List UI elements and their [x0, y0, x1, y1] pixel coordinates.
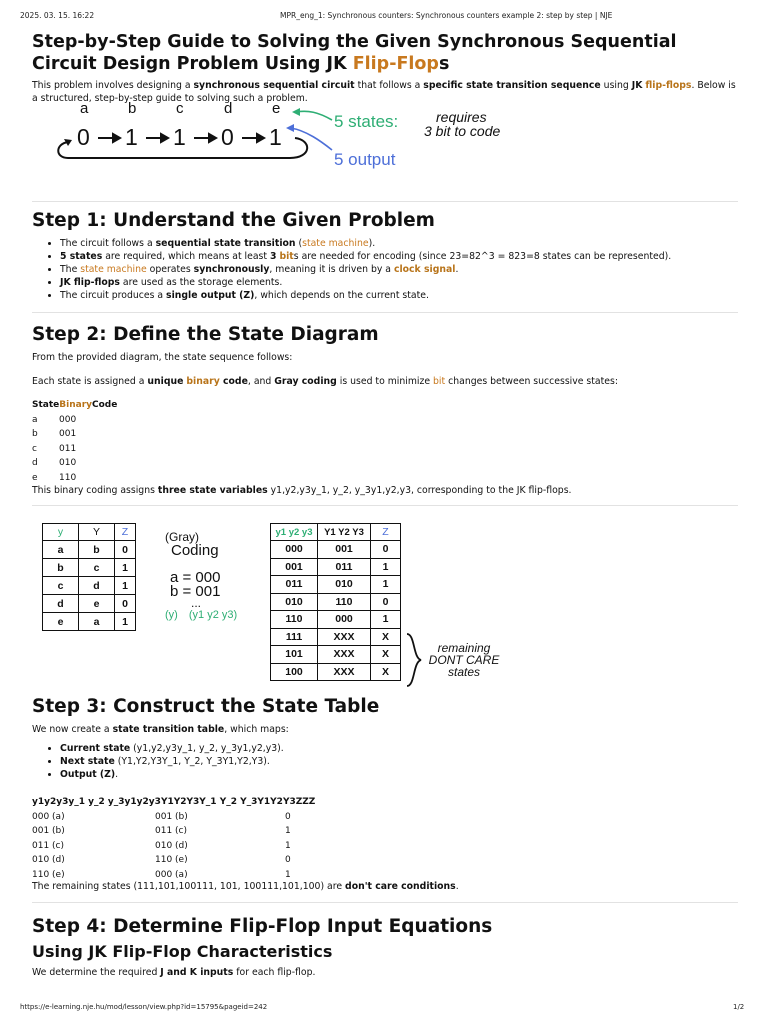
- list-item: • Output (Z).: [60, 768, 744, 781]
- table-row: 001 (b) 011 (c) 1: [32, 826, 291, 836]
- step3-list: [32, 742, 744, 781]
- output-label: 5 output: [334, 150, 396, 169]
- state-code-table: [32, 398, 117, 485]
- table-row: b c 1: [43, 559, 136, 577]
- step3-intro: We now create a state transition table, which maps:: [32, 724, 289, 735]
- column-header: y1y2y3y_1 y_2 y_3y1y2y3: [32, 797, 161, 807]
- column-header: Code: [92, 400, 118, 410]
- table-row: a 000: [32, 414, 77, 425]
- code-a: a = 000: [170, 569, 221, 586]
- column-header: Binary: [59, 400, 92, 410]
- column-header: ZZZ: [295, 797, 316, 807]
- step4-paragraph: We determine the required J and K inputs for each flip-flop.: [32, 967, 316, 978]
- title-block: [32, 31, 744, 105]
- encoded-state-table: [270, 523, 401, 681]
- step3-section: [32, 696, 744, 781]
- output-digit: 0: [77, 124, 90, 150]
- table-row: 010 (d) 110 (e) 0: [32, 855, 291, 865]
- dont-care-note: [424, 642, 504, 678]
- list-item: • The circuit follows a sequential state transition (state machine).: [60, 237, 744, 250]
- output-digit: 0: [221, 124, 234, 150]
- step1-list: [32, 237, 744, 302]
- table-row: 110 (e) 000 (a) 1: [32, 869, 291, 880]
- code-b: b = 001: [170, 583, 221, 600]
- table-row: 001 011 1: [271, 558, 401, 576]
- table-row: c d 1: [43, 577, 136, 595]
- bit-link[interactable]: bit: [279, 251, 294, 262]
- step4-section: [32, 916, 744, 979]
- print-page-title: MPR_eng_1: Synchronous counters: Synchronous counters example 2: step by step | NJE: [280, 11, 613, 20]
- list-item: • Current state (y1,y2,y3y_1, y_2, y_3y1,y2,y3).: [60, 742, 744, 755]
- divider: [32, 201, 738, 202]
- step2-coding-note: This binary coding assigns three state variables y1,y2,y3y_1, y_2, y_3y1,y2,y3, corresponding to the JK flip-flops.: [32, 485, 572, 496]
- table-row: d e 0: [43, 595, 136, 613]
- output-digit: 1: [173, 124, 186, 150]
- intro-paragraph: This problem involves designing a synchronous sequential circuit that follows a specific state transition sequence using JK flip-flops. Below is a structured, step-by-step guide to solving such a problem.: [32, 80, 736, 104]
- table-row: d 010: [32, 458, 77, 468]
- step1-heading: Step 1: Understand the Given Problem: [32, 210, 435, 231]
- divider: [32, 902, 738, 903]
- table-row: 011 010 1: [271, 576, 401, 594]
- y-label: (y): [165, 609, 178, 621]
- gray-label: (Gray): [165, 530, 199, 544]
- table-header: [271, 524, 401, 541]
- state-letter: c: [176, 100, 184, 117]
- gray-coding-note: [165, 530, 237, 621]
- column-header: y: [43, 524, 79, 541]
- step2-intro: From the provided diagram, the state sequence follows:: [32, 352, 293, 363]
- states-label: 5 states:: [334, 112, 399, 131]
- step4-heading: Step 4: Determine Flip-Flop Input Equations: [32, 916, 493, 937]
- footer-page-number: 1/2: [733, 1003, 745, 1011]
- y123-label: (y1 y2 y3): [188, 609, 238, 621]
- clock-signal-link[interactable]: clock signal: [393, 264, 456, 275]
- table-row: 010 110 0: [271, 593, 401, 611]
- coding-label: Coding: [171, 542, 219, 559]
- state-machine-link[interactable]: state machine: [80, 264, 147, 275]
- column-header: Y1Y2Y3Y_1 Y_2 Y_3Y1Y2Y3: [160, 797, 296, 807]
- state-machine-link[interactable]: state machine: [302, 238, 369, 249]
- step2-heading: Step 2: Define the State Diagram: [32, 324, 379, 345]
- flip-flops-link[interactable]: flip-flops: [645, 80, 692, 91]
- footer-url: https://e-learning.nje.hu/mod/lesson/view.php?id=15795&pageid=242: [20, 1003, 268, 1011]
- requires-line1: requires: [436, 109, 487, 125]
- column-header: Z: [115, 524, 136, 541]
- print-timestamp: 2025. 03. 15. 16:22: [20, 11, 95, 20]
- table-row: 100 XXX X: [271, 663, 401, 681]
- ellipsis: ...: [191, 596, 202, 610]
- column-header: Y: [79, 524, 115, 541]
- table-row: e a 1: [43, 613, 136, 631]
- state-letter: a: [80, 100, 89, 117]
- list-item: • 5 states are required, which means at least 3 bits are needed for encoding (since 23=82^3 = 823=8 states can be represented).: [60, 250, 744, 263]
- list-item: • Next state (Y1,Y2,Y3Y_1, Y_2, Y_3Y1,Y2,Y3).: [60, 755, 744, 768]
- remaining-line: states: [447, 665, 480, 679]
- table-header: [32, 398, 117, 413]
- output-digit: 1: [269, 124, 282, 150]
- table-header: [32, 795, 315, 810]
- bit-link[interactable]: bit: [433, 376, 446, 387]
- step2-section: [32, 324, 744, 388]
- list-item: • The state machine operates synchronously, meaning it is driven by a clock signal.: [60, 263, 744, 276]
- step4-subheading: Using JK Flip-Flop Characteristics: [32, 942, 333, 961]
- divider: [32, 505, 738, 506]
- table-row: 011 (c) 010 (d) 1: [32, 840, 291, 851]
- state-transition-table: [32, 795, 315, 882]
- flip-flop-link[interactable]: Flip-Flop: [352, 54, 439, 74]
- column-header: Y1 Y2 Y3: [318, 524, 371, 541]
- table-row: c 011: [32, 443, 77, 454]
- state-letter: d: [224, 100, 233, 117]
- dont-care-paragraph: The remaining states (111,101,100111, 101, 100111,101,100) are don't care conditions.: [32, 881, 459, 892]
- table-row: a b 0: [43, 541, 136, 559]
- table-row: 000 (a) 001 (b) 0: [32, 811, 291, 822]
- table-row: b 001: [32, 429, 77, 439]
- list-item: • JK flip-flops are used as the storage elements.: [60, 276, 744, 289]
- column-header: State: [32, 400, 60, 410]
- state-output-table: [42, 523, 136, 631]
- column-header: Z: [371, 524, 401, 541]
- sequence-diagram: [50, 100, 530, 180]
- page-title: Step-by-Step Guide to Solving the Given Synchronous Sequential Circuit Design Problem Using JK Flip-Flops: [32, 32, 677, 74]
- state-letter: b: [128, 100, 137, 117]
- column-header: y1 y2 y3: [271, 524, 318, 541]
- list-item: • The circuit produces a single output (Z), which depends on the current state.: [60, 289, 744, 302]
- binary-link[interactable]: binary: [186, 376, 220, 387]
- table-row: 000 001 0: [271, 541, 401, 559]
- divider: [32, 312, 738, 313]
- step2-paragraph: Each state is assigned a unique binary code, and Gray coding is used to minimize bit changes between successive states:: [32, 376, 618, 387]
- table-row: e 110: [32, 472, 77, 483]
- state-letter: e: [272, 100, 281, 117]
- output-digit: 1: [125, 124, 138, 150]
- remaining-line: DONT CARE: [428, 653, 500, 667]
- table-row: 110 000 1: [271, 611, 401, 629]
- table-header: [43, 524, 136, 541]
- step3-heading: Step 3: Construct the State Table: [32, 696, 380, 717]
- requires-line2: 3 bit to code: [424, 123, 501, 139]
- remaining-line: remaining: [437, 641, 491, 655]
- table-row: 111 XXX X: [271, 628, 401, 646]
- table-row: 101 XXX X: [271, 646, 401, 664]
- step1-section: [32, 210, 744, 302]
